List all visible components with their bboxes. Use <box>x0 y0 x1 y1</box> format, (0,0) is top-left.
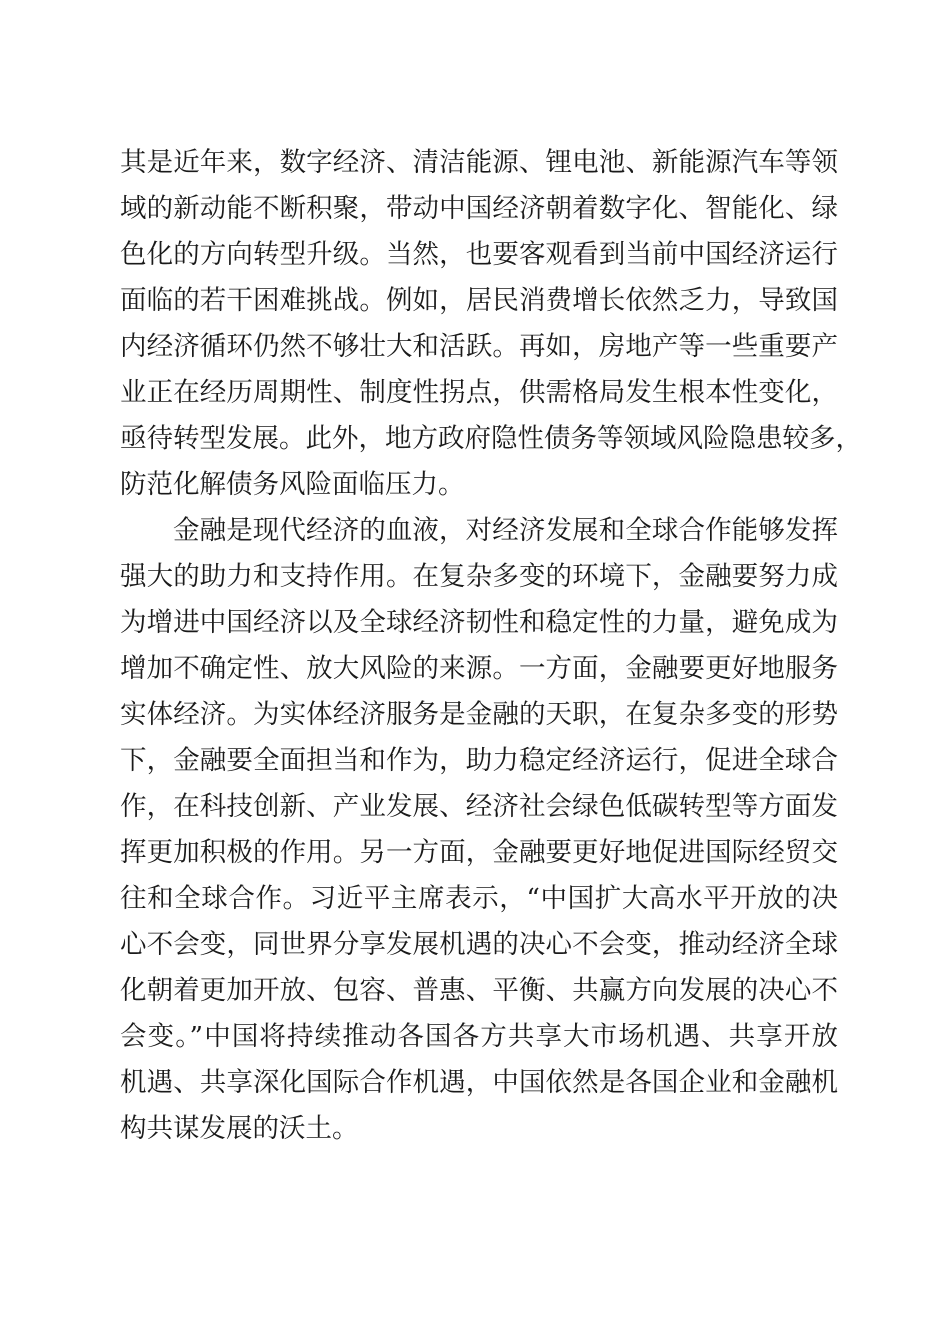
paragraph-line: 亟待转型发展。此外，地方政府隐性债务等领域风险隐患较多， <box>120 423 862 454</box>
paragraph-2 <box>120 508 838 1152</box>
document-body <box>120 140 862 1152</box>
paragraph-line: 往和全球合作。习近平主席表示，“中国扩大高水平开放的决 <box>120 883 838 914</box>
paragraph-line: 面临的若干困难挑战。例如，居民消费增长依然乏力，导致国 <box>120 285 838 316</box>
paragraph-line: 机遇、共享深化国际合作机遇，中国依然是各国企业和金融机 <box>120 1067 838 1098</box>
paragraph-line: 下，金融要全面担当和作为，助力稳定经济运行，促进全球合 <box>120 745 838 776</box>
paragraph-line: 心不会变，同世界分享发展机遇的决心不会变，推动经济全球 <box>120 929 838 960</box>
paragraph-line: 内经济循环仍然不够壮大和活跃。再如，房地产等一些重要产 <box>120 331 838 362</box>
paragraph-line: 会变。”中国将持续推动各国各方共享大市场机遇、共享开放 <box>120 1021 838 1052</box>
paragraph-line: 作，在科技创新、产业发展、经济社会绿色低碳转型等方面发 <box>120 791 838 822</box>
paragraph-line: 为增进中国经济以及全球经济韧性和稳定性的力量，避免成为 <box>120 607 838 638</box>
paragraph-line: 其是近年来，数字经济、清洁能源、锂电池、新能源汽车等领 <box>120 147 838 178</box>
paragraph-1 <box>120 140 862 508</box>
paragraph-line: 金融是现代经济的血液，对经济发展和全球合作能够发挥 <box>173 515 838 546</box>
paragraph-line: 强大的助力和支持作用。在复杂多变的环境下，金融要努力成 <box>120 561 838 592</box>
paragraph-line: 防范化解债务风险面临压力。 <box>120 469 465 500</box>
paragraph-line: 色化的方向转型升级。当然，也要客观看到当前中国经济运行 <box>120 239 838 270</box>
paragraph-line: 业正在经历周期性、制度性拐点，供需格局发生根本性变化， <box>120 377 838 408</box>
paragraph-line: 域的新动能不断积聚，带动中国经济朝着数字化、智能化、绿 <box>120 193 838 224</box>
paragraph-line: 实体经济。为实体经济服务是金融的天职，在复杂多变的形势 <box>120 699 838 730</box>
paragraph-line: 增加不确定性、放大风险的来源。一方面，金融要更好地服务 <box>120 653 838 684</box>
paragraph-line: 构共谋发展的沃土。 <box>120 1113 359 1144</box>
paragraph-line: 挥更加积极的作用。另一方面，金融要更好地促进国际经贸交 <box>120 837 838 868</box>
paragraph-line: 化朝着更加开放、包容、普惠、平衡、共赢方向发展的决心不 <box>120 975 838 1006</box>
